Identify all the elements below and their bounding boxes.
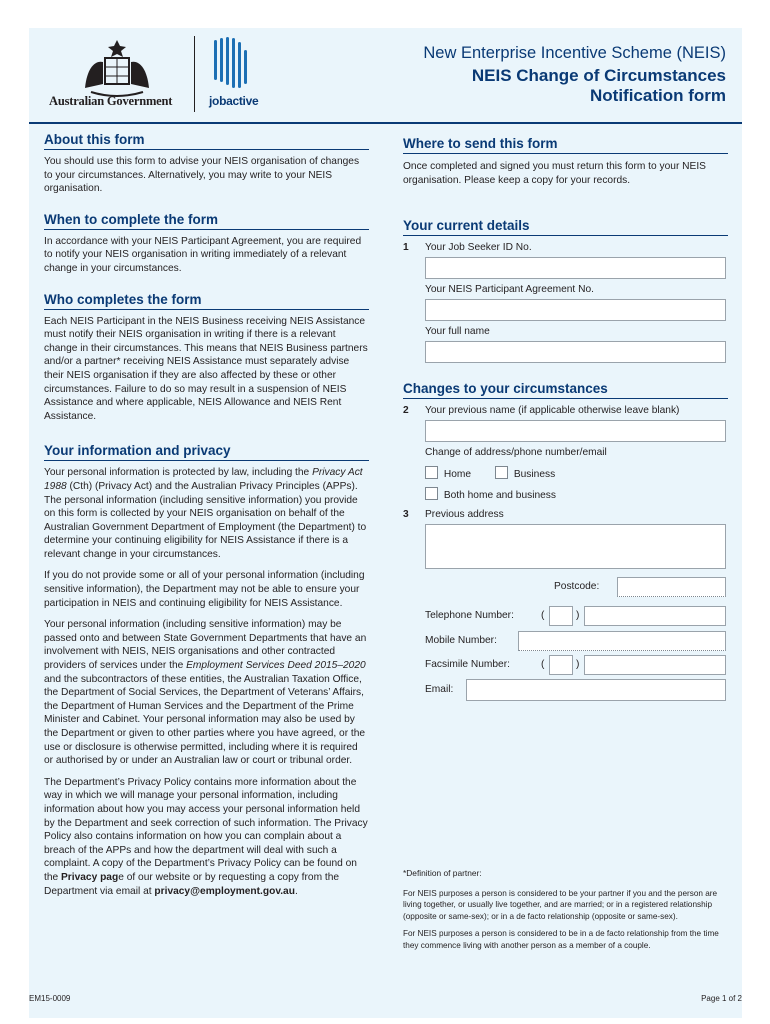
when-heading: When to complete the form [44,212,369,230]
previous-address-input[interactable] [425,524,726,569]
postcode-input[interactable] [617,577,726,597]
header-rule [29,122,742,124]
jobactive-logo-icon [212,36,252,98]
fax-paren-open: ( [541,659,545,670]
form-code: EM15-0009 [29,994,71,1003]
previous-name-input[interactable] [425,420,726,442]
privacy-p3: Your personal information (including sensitive information) may be passed onto and between State Government Departments that have an involvement with NEIS, NEIS organisations and other contracted providers of services under the Employment Services Deed 2015–2020 and the subcontractors of these entities, the Australian Taxation Office, the Department of Social Services, the Department of Veterans’ Affairs, the Department of Human Services and the Department of the Prime Minister and Cabinet. Your personal information may also be used by the Department or given to other parties where you have agreed, or the use or disclosure is otherwise permitted, including where it is required or authorised by or under an Australian law or court or tribunal order. [44,619,367,767]
mobile-label: Mobile Number: [425,635,497,646]
gov-name: Australian Government [49,94,173,108]
form-page [29,28,742,1018]
telephone-area-code-input[interactable] [549,606,573,626]
current-heading: Your current details [403,218,728,236]
opt-business: Business [495,466,555,480]
about-text: You should use this form to advise your NEIS organisation of changes to your circumstances. Alternatively, you may write to your NEIS organisation. [44,156,360,195]
job-seeker-id-input[interactable] [425,257,726,279]
privacy-p2: If you do not provide some or all of your personal information (including sensitive information), the Department may not be able to ensure your participation in NEIS and continuing eligibility for NEIS Assistance. [44,570,365,609]
change-type-label: Change of address/phone number/email [425,447,607,458]
email-input[interactable] [466,679,726,701]
business-checkbox[interactable] [495,466,508,479]
privacy-p4: The Department’s Privacy Policy contains more information about the way in which we will manage your personal information, including information about how you may access your personal information held by the Department and seek correction of such information. The Privacy Policy also contains information on how you can complain about a breach of the APPs and how the department will deal with such a complaint. A copy of the Department’s Privacy Policy can be found on the Privacy page of our website or by requesting a copy from the Department via email at privacy@employment.gov.au. [44,776,368,897]
mobile-input[interactable] [518,631,726,651]
opt-both: Both home and business [425,487,556,501]
full-name-input[interactable] [425,341,726,363]
about-heading: About this form [44,132,369,150]
where-heading: Where to send this form [403,136,728,154]
fax-input[interactable] [584,655,726,675]
form-title-line2: Notification form [590,86,726,105]
telephone-label: Telephone Number: [425,610,514,621]
q1-label: 1 Your Job Seeker ID No. [403,242,532,253]
when-text: In accordance with your NEIS Participant Agreement, you are required to notify your NEIS organisation in writing immediately of a relevant change in your circumstances. [44,235,362,274]
who-heading: Who completes the form [44,292,369,310]
changes-heading: Changes to your circumstances [403,381,728,399]
page-number: Page 1 of 2 [701,994,742,1003]
both-checkbox[interactable] [425,487,438,500]
agreement-no-input[interactable] [425,299,726,321]
where-text: Once completed and signed you must return this form to your NEIS organisation. Please keep a copy for your records. [403,161,706,186]
logo-divider [194,36,195,112]
fax-area-code-input[interactable] [549,655,573,675]
privacy-p1: Your personal information is protected by law, including the Privacy Act 1988 (Cth) (Privacy Act) and the Australian Privacy Principles (APPs). The personal information (including sensitive information) you provide on this form is collected by your NEIS organisation on behalf of the Australian Government Department of Employment (the Department) to determine your continuing eligibility for NEIS Assistance if there is a relevant change in your circumstances. [44,467,367,560]
who-text: Each NEIS Participant in the NEIS Business receiving NEIS Assistance must notify their NEIS organisation in writing if there is a relevant change in their circumstances. This means that NEIS Business partners and/or a partner* receiving NEIS Assistance must separately advise their NEIS organisation if they are also affected by these or other circumstances. Failure to do so may result in a suspension of NEIS Assistance and where applicable, NEIS Allowance and NEIS Rent Assistance. [44,315,368,422]
agreement-label: Your NEIS Participant Agreement No. [425,284,594,295]
fax-paren-close: ) [576,659,580,670]
form-title [472,66,726,106]
fax-label: Facsimile Number: [425,659,510,670]
telephone-input[interactable] [584,606,726,626]
email-label: Email: [425,684,454,695]
telephone-paren-open: ( [541,610,545,621]
postcode-label: Postcode: [554,581,600,592]
footnote-p1: For NEIS purposes a person is considered to be your partner if you and the person are living together, or usually live together, and are married; or in a registered relationship (opposite or same-sex); or in a de facto relationship (opposite or same-sex). [403,889,718,921]
opt-home: Home [425,466,471,480]
coat-of-arms-icon [77,38,157,98]
left-column [44,132,369,898]
full-name-label: Your full name [425,326,490,337]
telephone-paren-close: ) [576,610,580,621]
header [29,28,742,124]
q2-label: 2 Your previous name (if applicable otherwise leave blank) [403,405,680,416]
q3-label: 3 Previous address [403,509,504,520]
footnote-title: *Definition of partner: [403,868,482,878]
form-title-line1: NEIS Change of Circumstances [471,66,726,85]
home-checkbox[interactable] [425,466,438,479]
partner-footnote [403,868,728,951]
right-column [403,136,728,187]
jobactive-name: jobactive [209,94,259,108]
privacy-email-link[interactable]: privacy@employment.gov.au [154,885,295,897]
privacy-heading: Your information and privacy [44,443,369,461]
scheme-name: New Enterprise Incentive Scheme (NEIS) [423,44,726,62]
footnote-p2: For NEIS purposes a person is considered to be in a de facto relationship from the time they commence living with another person as a member of a couple. [403,929,719,950]
